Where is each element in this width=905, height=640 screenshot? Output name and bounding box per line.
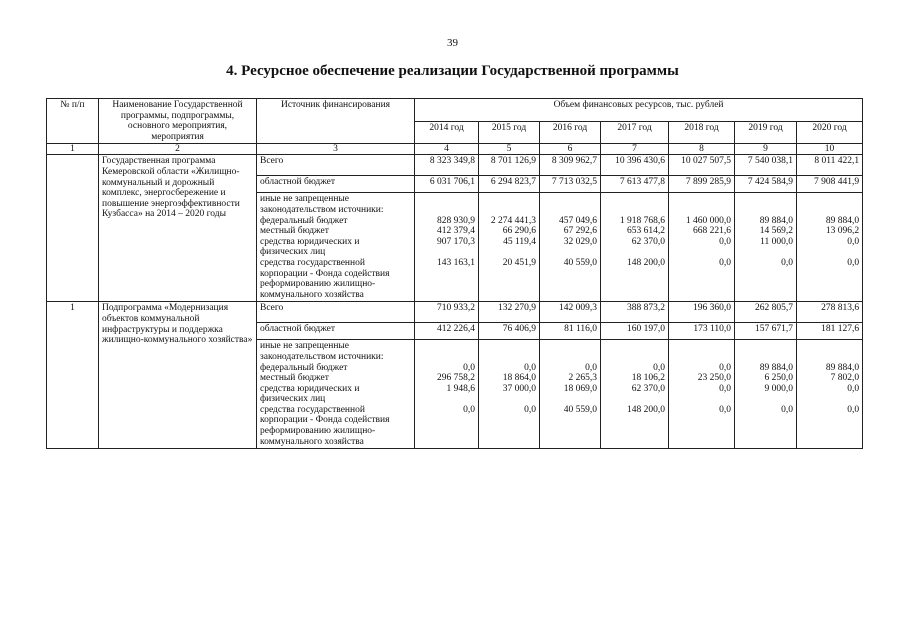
value-cell: 81 116,0 — [540, 323, 601, 340]
value-cell: 8 309 962,7 — [540, 155, 601, 176]
value-cell: 457 049,6 67 292,6 32 029,0 40 559,0 — [540, 193, 601, 302]
source-label: иные не запрещенные законодательством источники: федеральный бюджет местный бюджет средства юридических и физических лиц средства государственной корпорации - Фонда содействия реформированию жилищно- коммунального хозяйства — [257, 193, 415, 302]
source-label: Всего — [257, 155, 415, 176]
value-cell: 7 899 285,9 — [669, 176, 735, 193]
source-label: иные не запрещенные законодательством источники: федеральный бюджет местный бюджет средства юридических и физических лиц средства государственной корпорации - Фонда содействия реформированию жилищно- коммунального хозяйства — [257, 340, 415, 449]
value-cell: 0,0 18 864,0 37 000,0 0,0 — [479, 340, 540, 449]
column-index: 1 — [47, 144, 99, 155]
value-cell: 89 884,0 13 096,2 0,0 0,0 — [797, 193, 863, 302]
value-cell: 2 274 441,3 66 290,6 45 119,4 20 451,9 — [479, 193, 540, 302]
header-volume: Объем финансовых ресурсов, тыс. рублей — [415, 99, 863, 122]
value-cell: 7 908 441,9 — [797, 176, 863, 193]
header-num: № п/п — [47, 99, 99, 144]
column-index-row — [47, 144, 863, 155]
column-index: 10 — [797, 144, 863, 155]
row-number: 1 — [47, 302, 99, 449]
value-cell: 196 360,0 — [669, 302, 735, 323]
value-cell: 7 613 477,8 — [601, 176, 669, 193]
header-year: 2017 год — [601, 121, 669, 144]
column-index: 4 — [415, 144, 479, 155]
value-cell: 0,0 296 758,2 1 948,6 0,0 — [415, 340, 479, 449]
header-year: 2018 год — [669, 121, 735, 144]
value-cell: 710 933,2 — [415, 302, 479, 323]
header-year: 2016 год — [540, 121, 601, 144]
column-index: 8 — [669, 144, 735, 155]
column-index: 7 — [601, 144, 669, 155]
header-year: 2015 год — [479, 121, 540, 144]
resource-table — [46, 98, 863, 449]
value-cell: 76 406,9 — [479, 323, 540, 340]
value-cell: 1 460 000,0 668 221,6 0,0 0,0 — [669, 193, 735, 302]
source-label: областной бюджет — [257, 323, 415, 340]
value-cell: 1 918 768,6 653 614,2 62 370,0 148 200,0 — [601, 193, 669, 302]
value-cell: 181 127,6 — [797, 323, 863, 340]
value-cell: 160 197,0 — [601, 323, 669, 340]
value-cell: 89 884,0 14 569,2 11 000,0 0,0 — [735, 193, 797, 302]
page-title: 4. Ресурсное обеспечение реализации Государственной программы — [226, 63, 679, 79]
source-label: областной бюджет — [257, 176, 415, 193]
programme-name: Государственная программа Кемеровской области «Жилищно-коммунальный и дорожный комплекс, энергосбережение и повышение энергоэффективности Кузбасса» на 2014 – 2020 годы — [99, 155, 257, 302]
row-number — [47, 155, 99, 302]
value-cell: 173 110,0 — [669, 323, 735, 340]
value-cell: 8 323 349,8 — [415, 155, 479, 176]
header-year: 2014 год — [415, 121, 479, 144]
column-index: 3 — [257, 144, 415, 155]
value-cell: 7 540 038,1 — [735, 155, 797, 176]
value-cell: 89 884,0 6 250,0 9 000,0 0,0 — [735, 340, 797, 449]
value-cell: 10 027 507,5 — [669, 155, 735, 176]
value-cell: 10 396 430,6 — [601, 155, 669, 176]
value-cell: 412 226,4 — [415, 323, 479, 340]
column-index: 2 — [99, 144, 257, 155]
header-name: Наименование Государственной программы, подпрограммы, основного мероприятия, мероприятия — [99, 99, 257, 144]
value-cell: 142 009,3 — [540, 302, 601, 323]
source-label: Всего — [257, 302, 415, 323]
value-cell: 7 713 032,5 — [540, 176, 601, 193]
value-cell: 8 011 422,1 — [797, 155, 863, 176]
programme-name: Подпрограмма «Модернизация объектов коммунальной инфраструктуры и поддержка жилищно-коммунального хозяйства» — [99, 302, 257, 449]
value-cell: 0,0 2 265,3 18 069,0 40 559,0 — [540, 340, 601, 449]
value-cell: 89 884,0 7 802,0 0,0 0,0 — [797, 340, 863, 449]
value-cell: 0,0 23 250,0 0,0 0,0 — [669, 340, 735, 449]
column-index: 6 — [540, 144, 601, 155]
value-cell: 828 930,9 412 379,4 907 170,3 143 163,1 — [415, 193, 479, 302]
column-index: 9 — [735, 144, 797, 155]
value-cell: 388 873,2 — [601, 302, 669, 323]
value-cell: 8 701 126,9 — [479, 155, 540, 176]
page-number: 39 — [447, 37, 458, 49]
value-cell: 6 031 706,1 — [415, 176, 479, 193]
header-year: 2020 год — [797, 121, 863, 144]
value-cell: 7 424 584,9 — [735, 176, 797, 193]
value-cell: 132 270,9 — [479, 302, 540, 323]
table-row-total — [47, 302, 863, 323]
value-cell: 6 294 823,7 — [479, 176, 540, 193]
value-cell: 262 805,7 — [735, 302, 797, 323]
header-row — [47, 99, 863, 122]
column-index: 5 — [479, 144, 540, 155]
table-row-total — [47, 155, 863, 176]
header-source: Источник финансирования — [257, 99, 415, 144]
header-year: 2019 год — [735, 121, 797, 144]
value-cell: 157 671,7 — [735, 323, 797, 340]
value-cell: 278 813,6 — [797, 302, 863, 323]
value-cell: 0,0 18 106,2 62 370,0 148 200,0 — [601, 340, 669, 449]
